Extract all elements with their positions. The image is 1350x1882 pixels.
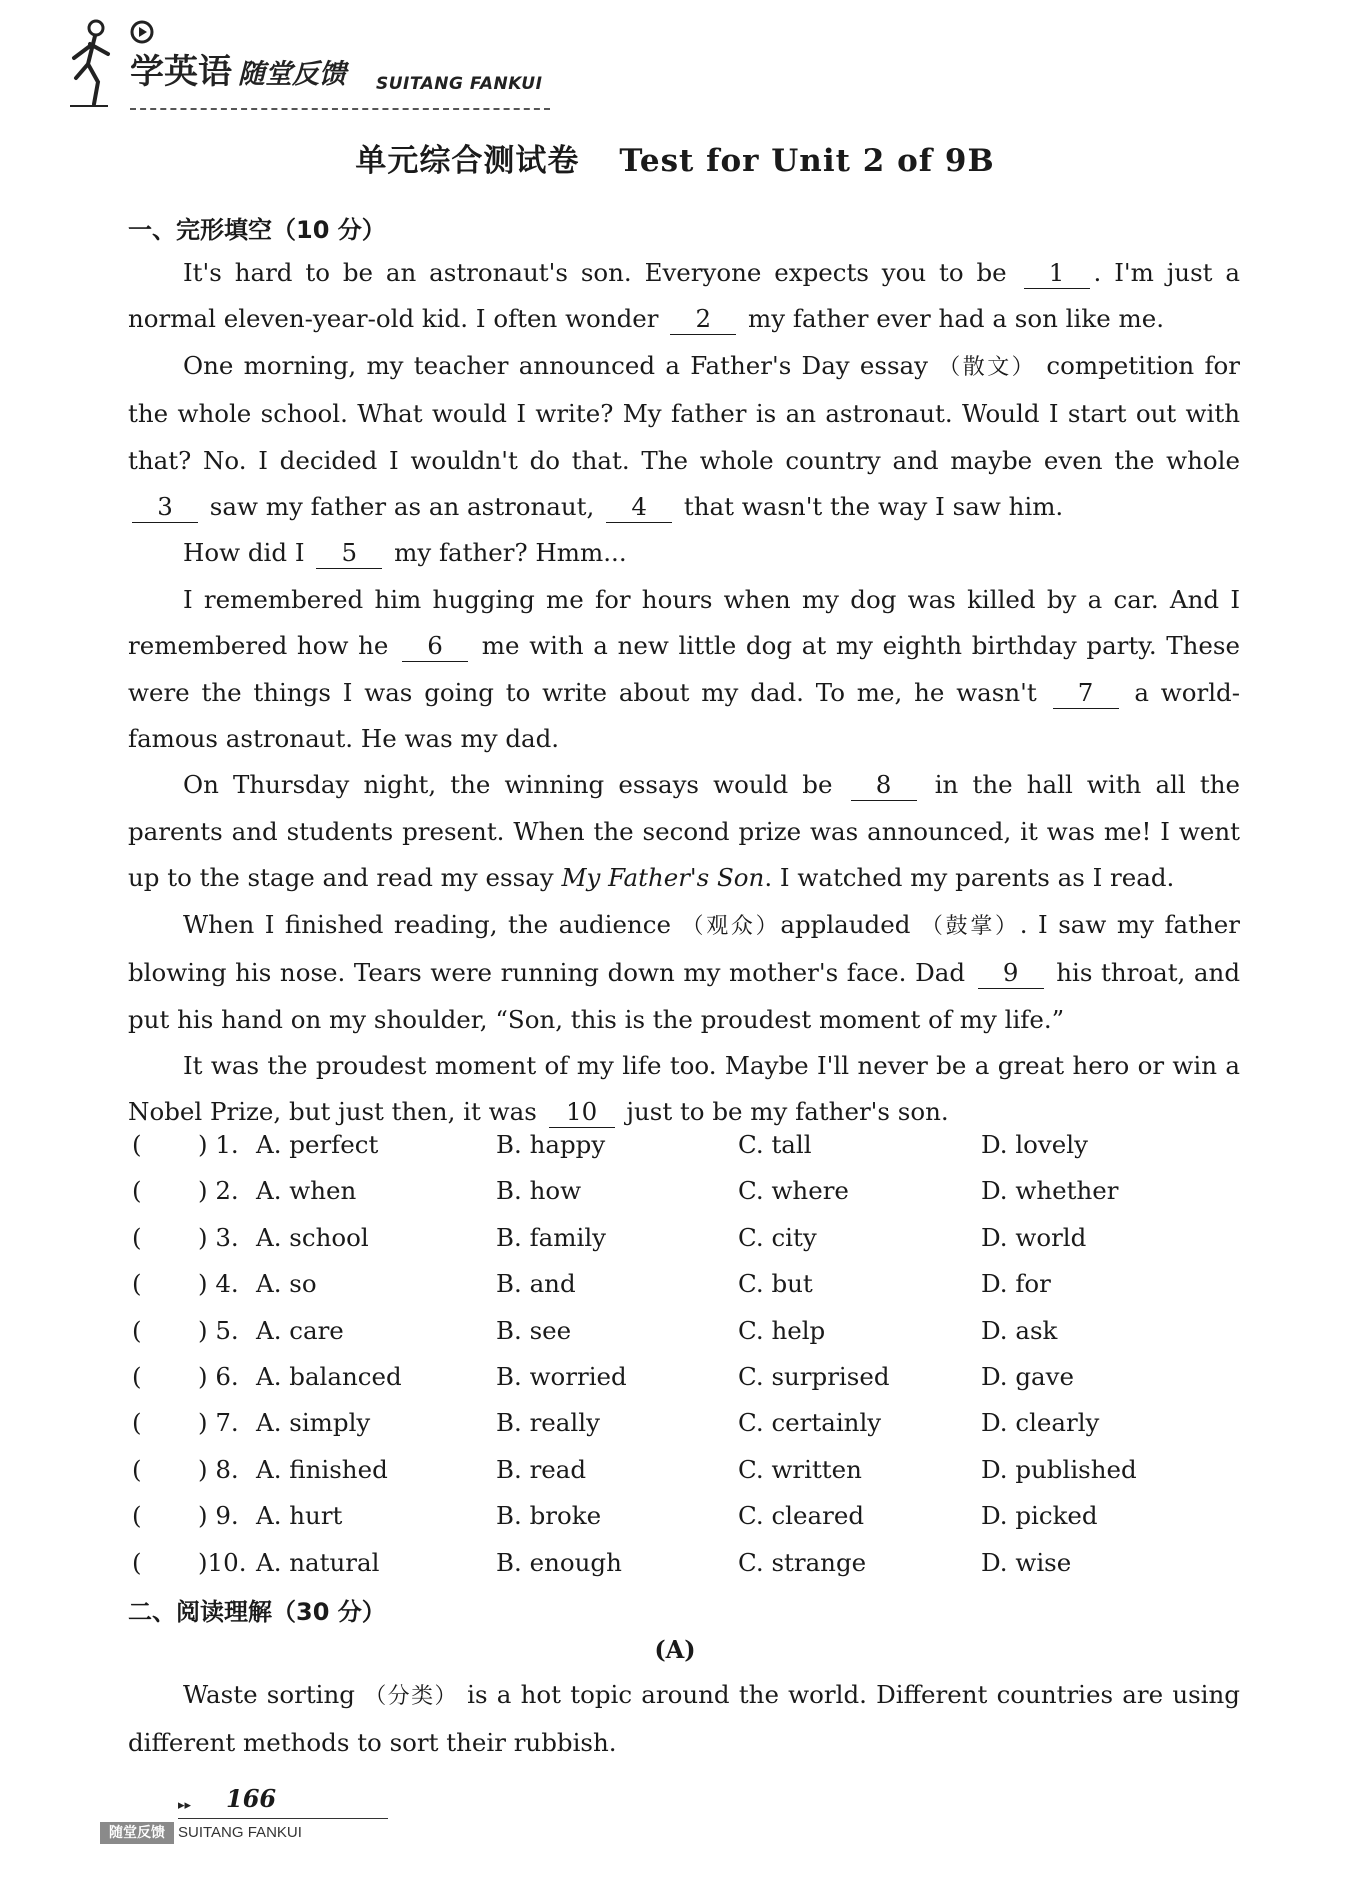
passage-text: One morning, my teacher announced a Father's Day essay: [183, 350, 939, 380]
option-d: D. world: [981, 1222, 1087, 1252]
cloze-passage: [128, 250, 1240, 1136]
option-a: A. so: [256, 1269, 317, 1299]
option-d: D. clearly: [981, 1408, 1100, 1438]
passage-text: my father ever had a son like me.: [740, 304, 1164, 334]
blank-10: 10: [549, 1097, 615, 1128]
cloze-options: [128, 1122, 1240, 1586]
passage-text: When I finished reading, the audience: [183, 909, 682, 939]
option-c: C. help: [738, 1315, 826, 1345]
answer-paren: (: [132, 1222, 142, 1252]
reading-paragraph: [128, 1672, 1240, 1767]
cloze-paragraph: [128, 343, 1240, 531]
footer-latin: SUITANG FANKUI: [178, 1824, 302, 1841]
option-d: D. wise: [981, 1547, 1072, 1577]
cloze-paragraph: [128, 530, 1240, 576]
chinese-gloss: （分类）: [364, 1684, 458, 1709]
passage-text: competition for the whole school. What would I write? My father is an astronaut. Would I start out with that? No. I decided I wouldn't do that. The whole country and maybe even the whole: [128, 350, 1240, 475]
option-d: D. for: [981, 1269, 1051, 1299]
question-number: ) 1.: [198, 1130, 239, 1159]
option-c: C. surprised: [738, 1361, 890, 1391]
passage-text: It was the proudest moment of my life too. Maybe I'll never be a great hero or win a Nobel Prize, but just then, it was: [128, 1050, 1240, 1127]
question-row: [128, 1168, 1240, 1214]
cloze-paragraph: [128, 762, 1240, 901]
answer-paren: (: [132, 1501, 142, 1531]
essay-title: My Father's Son: [561, 863, 765, 893]
reading-sub-heading: (A): [654, 1635, 696, 1664]
option-c: C. city: [738, 1222, 817, 1252]
question-row: [128, 1308, 1240, 1354]
answer-paren: (: [132, 1547, 142, 1577]
question-number: ) 2.: [198, 1176, 239, 1206]
option-c: C. written: [738, 1454, 862, 1484]
passage-text: Waste sorting: [183, 1680, 365, 1709]
option-a: A. finished: [256, 1454, 388, 1484]
option-b: B. see: [496, 1315, 572, 1345]
option-a: A. when: [256, 1176, 357, 1206]
footer-arrows-icon: ▸▸: [178, 1798, 192, 1813]
blank-9: 9: [978, 958, 1044, 989]
passage-text: me with a new little dog at my eighth birthday party. These were the things I was going to write about my dad. To me, he wasn't: [128, 631, 1240, 707]
answer-paren: (: [132, 1454, 142, 1484]
option-d: D. gave: [981, 1361, 1074, 1391]
option-c: C. certainly: [738, 1408, 882, 1438]
passage-text: a world-famous astronaut. He was my dad.: [128, 677, 1240, 754]
question-row: [128, 1493, 1240, 1539]
footer-badge: 随堂反馈: [100, 1822, 174, 1844]
answer-paren: (: [132, 1269, 142, 1299]
chinese-gloss: （散文）: [938, 354, 1037, 380]
question-row: [128, 1215, 1240, 1261]
option-a: A. care: [256, 1315, 344, 1345]
answer-paren: (: [132, 1315, 142, 1345]
chinese-gloss: （鼓掌）: [920, 913, 1020, 939]
passage-text: applauded: [780, 909, 921, 939]
answer-paren: (: [132, 1176, 142, 1206]
header-logo-cn-sub: 随堂反馈: [238, 59, 346, 90]
blank-5: 5: [316, 538, 382, 569]
option-a: A. natural: [256, 1547, 380, 1577]
question-number: ) 9.: [198, 1501, 239, 1531]
question-number: ) 7.: [198, 1408, 239, 1438]
option-c: C. cleared: [738, 1501, 865, 1531]
runner-logo-icon: [68, 18, 138, 113]
reading-passage: [128, 1672, 1240, 1767]
answer-paren: (: [132, 1130, 142, 1159]
option-b: B. happy: [496, 1130, 606, 1159]
passage-text: . I watched my parents as I read.: [764, 863, 1175, 893]
option-a: A. hurt: [256, 1501, 343, 1531]
option-a: A. perfect: [256, 1130, 379, 1159]
question-row: [128, 1122, 1240, 1168]
passage-text: just to be my father's son.: [618, 1097, 949, 1127]
play-circle-icon: [130, 20, 154, 44]
option-b: B. broke: [496, 1501, 602, 1531]
blank-4: 4: [606, 492, 672, 523]
question-number: )10.: [198, 1547, 247, 1577]
question-row: [128, 1261, 1240, 1307]
option-d: D. picked: [981, 1501, 1098, 1531]
passage-text: . I'm just a normal eleven-year-old kid. I often wonder: [128, 258, 1240, 334]
passage-text: his throat, and put his hand on my shoulder, “Son, this is the proudest moment of my life.”: [128, 958, 1241, 1034]
question-row: [128, 1400, 1240, 1446]
option-d: D. published: [981, 1454, 1137, 1484]
chinese-gloss: （观众）: [681, 913, 781, 939]
option-c: C. tall: [738, 1130, 812, 1159]
option-a: A. balanced: [256, 1361, 402, 1391]
page-title: [0, 135, 1350, 180]
cloze-paragraph: [128, 577, 1240, 763]
header-divider: [130, 108, 550, 110]
page-footer: [98, 1778, 398, 1848]
option-a: A. school: [256, 1222, 369, 1252]
question-row: [128, 1540, 1240, 1586]
question-number: ) 8.: [198, 1454, 239, 1484]
passage-text: my father? Hmm...: [386, 538, 627, 568]
option-c: C. but: [738, 1269, 813, 1299]
header-logo-text: [130, 44, 346, 93]
question-row: [128, 1354, 1240, 1400]
blank-1: 1: [1024, 258, 1090, 289]
section-heading-cloze: 一、完形填空（10 分）: [128, 216, 386, 244]
answer-paren: (: [132, 1408, 142, 1438]
option-a: A. simply: [256, 1408, 371, 1438]
option-b: B. read: [496, 1454, 587, 1484]
passage-text: I remembered him hugging me for hours when my dog was killed by a car. And I remembered how he: [128, 584, 1240, 661]
blank-8: 8: [851, 770, 917, 801]
page-title-cn: 单元综合测试卷: [355, 143, 580, 179]
blank-6: 6: [402, 631, 468, 662]
blank-2: 2: [670, 304, 736, 335]
option-d: D. lovely: [981, 1130, 1088, 1159]
option-d: D. whether: [981, 1176, 1119, 1206]
option-d: D. ask: [981, 1315, 1058, 1345]
passage-text: How did I: [183, 538, 313, 568]
section-heading-reading: 二、阅读理解（30 分）: [128, 1598, 386, 1626]
blank-7: 7: [1053, 678, 1119, 709]
passage-text: . I saw my father blowing his nose. Tears were running down my mother's face. Dad: [128, 909, 1240, 988]
header-logo-cn: 学英语: [130, 52, 232, 92]
passage-text: On Thursday night, the winning essays would be: [183, 770, 847, 800]
option-c: C. where: [738, 1176, 849, 1206]
passage-text: is a hot topic around the world. Different countries are using different methods to sort their rubbish.: [128, 1680, 1240, 1758]
option-b: B. how: [496, 1176, 582, 1206]
option-b: B. enough: [496, 1547, 622, 1577]
page-header: [68, 18, 568, 110]
page-number: 166: [226, 1784, 277, 1813]
page-title-en: Test for Unit 2 of 9B: [619, 143, 995, 179]
passage-text: in the hall with all the parents and students present. When the second prize was announced, it was me! I went up to the stage and read my essay: [128, 770, 1240, 893]
passage-text: that wasn't the way I saw him.: [676, 492, 1064, 522]
answer-paren: (: [132, 1361, 142, 1391]
option-b: B. really: [496, 1408, 600, 1438]
header-logo-latin: SUITANG FANKUI: [376, 74, 543, 94]
option-c: C. strange: [738, 1547, 867, 1577]
footer-divider: [178, 1818, 388, 1819]
question-number: ) 6.: [198, 1361, 239, 1391]
cloze-paragraph: [128, 250, 1240, 343]
option-b: B. family: [496, 1222, 606, 1252]
passage-text: saw my father as an astronaut,: [202, 492, 603, 522]
question-number: ) 5.: [198, 1315, 239, 1345]
passage-text: It's hard to be an astronaut's son. Everyone expects you to be: [183, 258, 1020, 287]
option-b: B. worried: [496, 1361, 627, 1391]
question-number: ) 3.: [198, 1222, 239, 1252]
blank-3: 3: [132, 492, 198, 523]
question-row: [128, 1447, 1240, 1493]
question-number: ) 4.: [198, 1269, 239, 1299]
option-b: B. and: [496, 1269, 576, 1299]
cloze-paragraph: [128, 902, 1240, 1043]
